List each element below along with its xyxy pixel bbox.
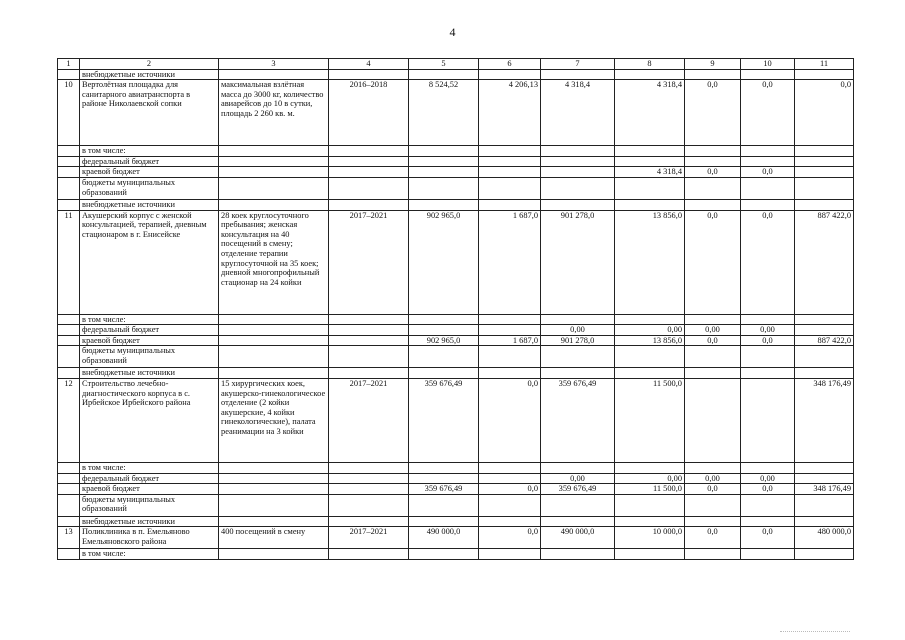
item-number-cell [58,484,80,495]
page-number: 4 [449,25,456,39]
amount-cell [741,368,795,379]
amount-cell [479,368,541,379]
item-number-cell [58,177,80,199]
funding-source-label: федеральный бюджет [80,325,219,336]
amount-cell [479,156,541,167]
amount-cell [741,378,795,462]
amount-cell [479,549,541,560]
period-cell [329,325,409,336]
amount-cell [615,156,685,167]
amount-cell: 0,00 [615,325,685,336]
amount-cell [615,146,685,157]
amount-cell [541,177,615,199]
funding-source-label: бюджеты муниципальных образований [80,346,219,368]
capacity-cell [219,335,329,346]
funding-source-row [58,314,854,325]
amount-cell [795,516,854,527]
item-number-cell [58,325,80,336]
project-name: Поликлиника в п. Емельяново Емельяновского района [80,527,219,549]
project-period: 2017–2021 [329,378,409,462]
project-name: Вертолётная площадка для санитарного авиатранспорта в районе Николаевской сопки [80,80,219,146]
amount-cell [409,494,479,516]
amount-cell: 0,0 [685,335,741,346]
capacity-cell [219,484,329,495]
column-number: 6 [479,59,541,70]
amount-cell: 0,0 [741,527,795,549]
amount-cell: 0,0 [795,80,854,146]
item-number-cell [58,368,80,379]
funding-source-label: краевой бюджет [80,167,219,178]
funding-source-label: в том числе: [80,462,219,473]
funding-source-row [58,494,854,516]
item-number-cell [58,549,80,560]
funding-source-label: внебюджетные источники [80,516,219,527]
amount-cell [795,346,854,368]
column-number: 9 [685,59,741,70]
amount-cell [741,69,795,80]
amount-cell [685,199,741,210]
amount-cell [741,346,795,368]
amount-cell [741,146,795,157]
amount-cell [479,146,541,157]
amount-cell [541,314,615,325]
amount-cell: 0,0 [741,484,795,495]
project-row [58,527,854,549]
item-number-cell [58,516,80,527]
amount-cell: 887 422,0 [795,210,854,314]
funding-source-row [58,335,854,346]
amount-cell [685,346,741,368]
item-number-cell [58,346,80,368]
amount-cell: 0,0 [741,80,795,146]
period-cell [329,516,409,527]
funding-source-label: внебюджетные источники [80,69,219,80]
amount-cell: 4 206,13 [479,80,541,146]
amount-cell [615,314,685,325]
amount-cell [409,167,479,178]
amount-cell: 0,0 [479,378,541,462]
period-cell [329,146,409,157]
amount-cell: 0,00 [741,325,795,336]
funding-source-label: внебюджетные источники [80,368,219,379]
amount-cell: 0,0 [479,527,541,549]
period-cell [329,177,409,199]
amount-cell [479,346,541,368]
amount-cell [409,314,479,325]
amount-cell [741,494,795,516]
column-number: 4 [329,59,409,70]
amount-cell [409,346,479,368]
amount-cell [685,462,741,473]
project-capacity: 15 хирургических коек, акушерско-гинекологическое отделение (2 койки акушерские, 4 койки гинекологические), палата реанимации на 3 койки [219,378,329,462]
amount-cell: 359 676,49 [409,378,479,462]
period-cell [329,549,409,560]
amount-cell [409,69,479,80]
period-cell [329,473,409,484]
funding-source-label: федеральный бюджет [80,473,219,484]
funding-source-row [58,199,854,210]
capacity-cell [219,494,329,516]
amount-cell [615,516,685,527]
amount-cell [685,549,741,560]
funding-source-row [58,177,854,199]
amount-cell: 902 965,0 [409,210,479,314]
item-number-cell [58,69,80,80]
amount-cell: 902 965,0 [409,335,479,346]
column-number: 1 [58,59,80,70]
project-name: Строительство лечебно-диагностического корпуса в с. Ирбейское Ирбейского района [80,378,219,462]
amount-cell [479,69,541,80]
project-row [58,80,854,146]
amount-cell [741,516,795,527]
item-number-cell [58,494,80,516]
amount-cell: 0,0 [685,80,741,146]
capacity-cell [219,462,329,473]
amount-cell [795,69,854,80]
period-cell [329,484,409,495]
funding-source-row [58,473,854,484]
amount-cell [741,199,795,210]
amount-cell [541,199,615,210]
amount-cell: 348 176,49 [795,378,854,462]
amount-cell [741,549,795,560]
period-cell [329,167,409,178]
amount-cell: 0,00 [615,473,685,484]
amount-cell: 1 687,0 [479,335,541,346]
item-number: 12 [58,378,80,462]
project-capacity: максимальная взлётная масса до 3000 кг, количество авиарейсов до 10 в сутки, площадь 2 260 кв. м. [219,80,329,146]
period-cell [329,199,409,210]
amount-cell [685,516,741,527]
amount-cell [541,167,615,178]
amount-cell [479,462,541,473]
amount-cell [685,146,741,157]
amount-cell [795,177,854,199]
amount-cell: 0,0 [685,527,741,549]
funding-source-label: краевой бюджет [80,484,219,495]
funding-source-label: бюджеты муниципальных образований [80,177,219,199]
amount-cell [615,368,685,379]
project-name: Акушерский корпус с женской консультацией, терапией, дневным стационаром в г. Енисейске [80,210,219,314]
amount-cell [795,494,854,516]
period-cell [329,314,409,325]
amount-cell [685,156,741,167]
item-number: 13 [58,527,80,549]
column-number: 5 [409,59,479,70]
funding-source-label: в том числе: [80,549,219,560]
amount-cell [409,199,479,210]
capacity-cell [219,69,329,80]
amount-cell: 0,0 [741,335,795,346]
project-row [58,210,854,314]
amount-cell [541,462,615,473]
amount-cell: 0,00 [741,473,795,484]
item-number: 11 [58,210,80,314]
amount-cell: 11 500,0 [615,484,685,495]
amount-cell [795,314,854,325]
amount-cell [479,516,541,527]
amount-cell [741,314,795,325]
table-body [58,59,854,560]
period-cell [329,335,409,346]
amount-cell [479,199,541,210]
column-number-row [58,59,854,70]
amount-cell: 480 000,0 [795,527,854,549]
amount-cell: 4 318,4 [615,167,685,178]
amount-cell [615,462,685,473]
funding-source-label: в том числе: [80,146,219,157]
funding-source-row [58,516,854,527]
column-number: 11 [795,59,854,70]
period-cell [329,368,409,379]
item-number-cell [58,199,80,210]
amount-cell [409,177,479,199]
amount-cell [615,177,685,199]
period-cell [329,69,409,80]
column-number: 3 [219,59,329,70]
amount-cell [741,156,795,167]
capacity-cell [219,549,329,560]
funding-source-row [58,167,854,178]
amount-cell [541,516,615,527]
funding-source-label: внебюджетные источники [80,199,219,210]
funding-source-row [58,484,854,495]
amount-cell [795,156,854,167]
project-capacity: 400 посещений в смену [219,527,329,549]
amount-cell [795,167,854,178]
amount-cell: 0,00 [685,325,741,336]
amount-cell [541,156,615,167]
amount-cell [795,325,854,336]
amount-cell: 0,00 [541,473,615,484]
amount-cell: 0,0 [685,167,741,178]
amount-cell: 490 000,0 [409,527,479,549]
funding-source-label: краевой бюджет [80,335,219,346]
amount-cell [615,549,685,560]
amount-cell: 0,0 [685,210,741,314]
amount-cell [685,314,741,325]
amount-cell [685,368,741,379]
item-number-cell [58,314,80,325]
amount-cell: 887 422,0 [795,335,854,346]
period-cell [329,346,409,368]
amount-cell: 0,0 [741,210,795,314]
column-number: 2 [80,59,219,70]
funding-source-row [58,368,854,379]
period-cell [329,156,409,167]
amount-cell: 359 676,49 [541,378,615,462]
amount-cell: 10 000,0 [615,527,685,549]
capacity-cell [219,325,329,336]
amount-cell [615,494,685,516]
amount-cell [685,69,741,80]
project-capacity: 28 коек круглосуточного пребывания; женская консультация на 40 посещений в смену; отделение терапии круглосуточной на 35 коек; дневной многопрофильный стационар на 24 койки [219,210,329,314]
capacity-cell [219,473,329,484]
item-number-cell [58,156,80,167]
item-number-cell [58,146,80,157]
column-number: 7 [541,59,615,70]
amount-cell [795,549,854,560]
project-period: 2017–2021 [329,210,409,314]
amount-cell [541,69,615,80]
amount-cell: 4 318,4 [615,80,685,146]
amount-cell [685,378,741,462]
amount-cell [541,146,615,157]
scan-artifact [780,631,850,635]
amount-cell [685,177,741,199]
amount-cell [795,462,854,473]
amount-cell [409,462,479,473]
funding-source-label: бюджеты муниципальных образований [80,494,219,516]
amount-cell: 901 278,0 [541,210,615,314]
amount-cell: 901 278,0 [541,335,615,346]
amount-cell [409,156,479,167]
amount-cell: 8 524,52 [409,80,479,146]
amount-cell: 0,0 [741,167,795,178]
project-period: 2017–2021 [329,527,409,549]
item-number: 10 [58,80,80,146]
amount-cell [409,549,479,560]
capacity-cell [219,516,329,527]
capacity-cell [219,167,329,178]
column-number: 8 [615,59,685,70]
amount-cell: 348 176,49 [795,484,854,495]
amount-cell [409,368,479,379]
amount-cell [615,346,685,368]
capacity-cell [219,199,329,210]
funding-source-label: федеральный бюджет [80,156,219,167]
funding-source-label: в том числе: [80,314,219,325]
funding-source-row [58,156,854,167]
amount-cell [479,167,541,178]
period-cell [329,494,409,516]
amount-cell: 0,0 [685,484,741,495]
funding-source-row [58,549,854,560]
amount-cell: 0,0 [479,484,541,495]
period-cell [329,462,409,473]
amount-cell [541,346,615,368]
amount-cell: 4 318,4 [541,80,615,146]
capacity-cell [219,177,329,199]
funding-source-row [58,462,854,473]
project-period: 2016–2018 [329,80,409,146]
funding-source-row [58,146,854,157]
funding-source-row [58,69,854,80]
amount-cell: 359 676,49 [409,484,479,495]
amount-cell [615,199,685,210]
amount-cell [615,69,685,80]
item-number-cell [58,462,80,473]
investment-table [57,58,854,560]
amount-cell [479,314,541,325]
amount-cell [479,177,541,199]
amount-cell [541,494,615,516]
column-number: 10 [741,59,795,70]
amount-cell [795,473,854,484]
amount-cell [795,199,854,210]
funding-source-row [58,325,854,336]
amount-cell [409,473,479,484]
amount-cell [409,146,479,157]
amount-cell [795,368,854,379]
capacity-cell [219,314,329,325]
item-number-cell [58,167,80,178]
amount-cell [541,549,615,560]
amount-cell [541,368,615,379]
amount-cell [795,146,854,157]
funding-source-row [58,346,854,368]
capacity-cell [219,346,329,368]
amount-cell [741,462,795,473]
amount-cell: 13 856,0 [615,210,685,314]
amount-cell [479,325,541,336]
amount-cell [685,494,741,516]
item-number-cell [58,335,80,346]
amount-cell: 0,00 [541,325,615,336]
amount-cell: 11 500,0 [615,378,685,462]
amount-cell [409,516,479,527]
amount-cell: 13 856,0 [615,335,685,346]
capacity-cell [219,146,329,157]
project-row [58,378,854,462]
amount-cell [479,494,541,516]
item-number-cell [58,473,80,484]
capacity-cell [219,156,329,167]
amount-cell [479,473,541,484]
amount-cell: 359 676,49 [541,484,615,495]
capacity-cell [219,368,329,379]
amount-cell: 0,00 [685,473,741,484]
amount-cell [409,325,479,336]
amount-cell: 490 000,0 [541,527,615,549]
amount-cell [741,177,795,199]
amount-cell: 1 687,0 [479,210,541,314]
